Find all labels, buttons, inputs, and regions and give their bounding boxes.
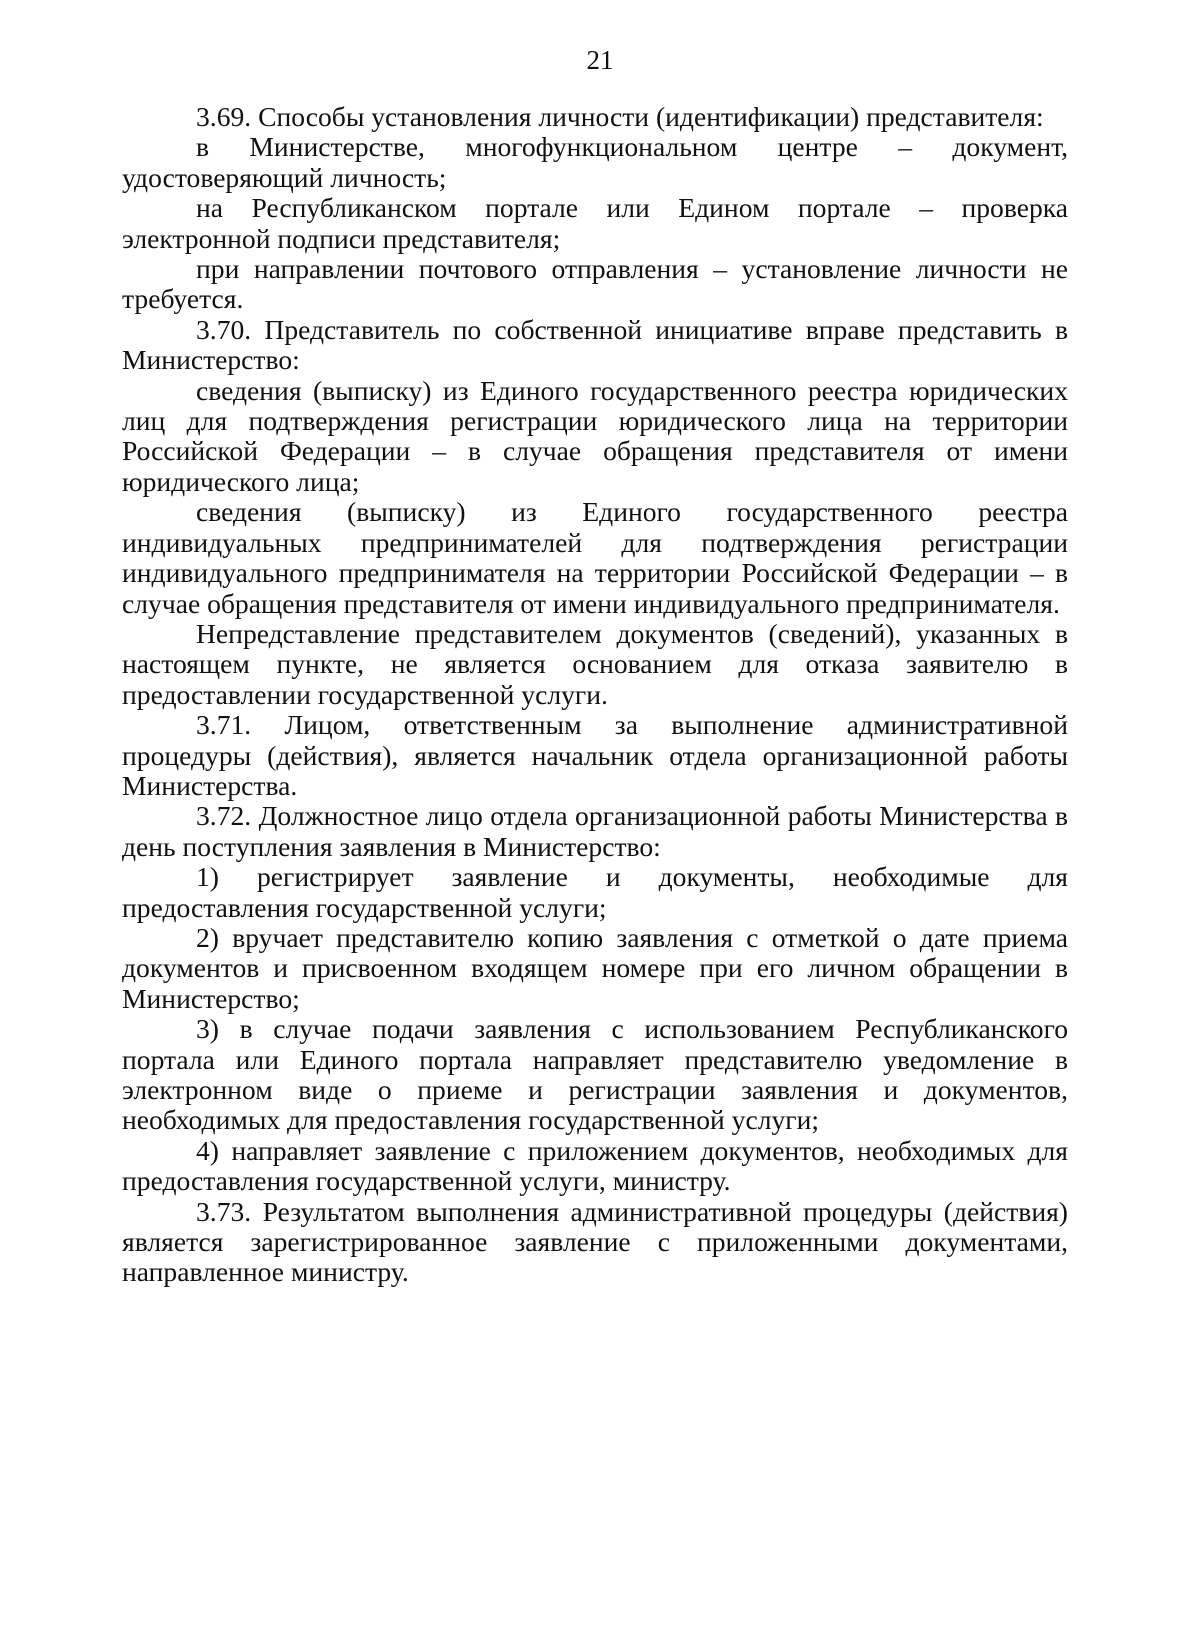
page-number: 21 [586, 45, 614, 75]
paragraph-3-72: 3.72. Должностное лицо отдела организационной работы Министерства в день поступления заявления в Министерство: [122, 800, 1068, 862]
paragraph-non-submission: Непредставление представителем документов (сведений), указанных в настоящем пункте, не является основанием для отказа заявителю в предоставлении государственной услуги. [122, 617, 1068, 710]
paragraph-id-on-portal: на Республиканском портале или Едином портале – проверка электронной подписи представителя; [122, 192, 1068, 254]
list-item-4: 4) направляет заявление с приложением документов, необходимых для предоставления государственной услуги, министру. [122, 1134, 1068, 1197]
paragraph-id-by-mail: при направлении почтового отправления – установление личности не требуется. [122, 253, 1068, 315]
paragraph-3-70: 3.70. Представитель по собственной инициативе вправе представить в Министерство: [122, 313, 1068, 376]
paragraph-3-71: 3.71. Лицом, ответственным за выполнение административной процедуры (действия), является начальник отдела организационной работы Министерства. [122, 709, 1068, 801]
list-item-3: 3) в случае подачи заявления с использованием Республиканского портала или Единого портала направляет представителю уведомление в электронном виде о приеме и регистрации заявления и документов, необходимых для предоставления государственной услуги; [122, 1013, 1068, 1136]
list-item-1: 1) регистрирует заявление и документы, необходимые для предоставления государственной услуги; [122, 861, 1068, 923]
paragraph-3-69: 3.69. Способы установления личности (идентификации) представителя: [196, 101, 1044, 132]
document-body [122, 102, 1068, 1288]
paragraph-entrepreneur-registry: сведения (выписку) из Единого государственного реестра индивидуальных предпринимателей для подтверждения регистрации индивидуального предпринимателя на территории Российской Федерации – в случае обращения представителя от имени индивидуального предпринимателя. [122, 496, 1068, 619]
paragraph-3-73: 3.73. Результатом выполнения административной процедуры (действия) является зарегистрированное заявление с приложенными документами, направленное министру. [122, 1195, 1068, 1288]
paragraph-legal-entity-registry: сведения (выписку) из Единого государственного реестра юридических лиц для подтверждения регистрации юридического лица на территории Российской Федерации – в случае обращения представителя от имени юридического лица; [122, 374, 1068, 497]
list-item-2: 2) вручает представителю копию заявления с отметкой о дате приема документов и присвоенном входящем номере при его личном обращении в Министерство; [122, 921, 1068, 1014]
paragraph-id-in-ministry: в Министерстве, многофункциональном центре – документ, удостоверяющий личность; [122, 131, 1068, 193]
